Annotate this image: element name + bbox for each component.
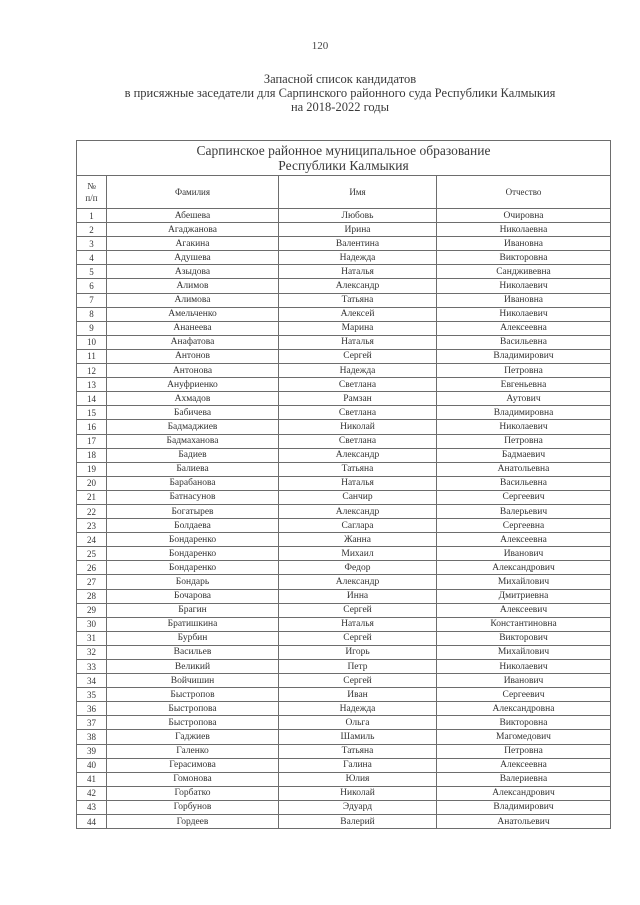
row-number: 25 (77, 547, 107, 561)
table-row (77, 490, 611, 504)
row-number: 22 (77, 504, 107, 518)
patronymic-cell: Сандживевна (437, 265, 611, 279)
name-cell: Наталья (279, 335, 437, 349)
row-number: 39 (77, 744, 107, 758)
row-number: 36 (77, 702, 107, 716)
table-row (77, 617, 611, 631)
name-cell: Рамзан (279, 392, 437, 406)
row-number: 32 (77, 645, 107, 659)
column-header-number-line1: № (87, 181, 96, 191)
surname-cell: Горбатко (107, 786, 279, 800)
table-row (77, 448, 611, 462)
surname-cell: Антонова (107, 364, 279, 378)
table-caption-line1: Сарпинское районное муниципальное образование (196, 143, 491, 158)
name-cell: Любовь (279, 209, 437, 223)
surname-cell: Ануфриенко (107, 378, 279, 392)
row-number: 11 (77, 349, 107, 363)
patronymic-cell: Александровна (437, 702, 611, 716)
patronymic-cell: Очировна (437, 209, 611, 223)
table-row (77, 265, 611, 279)
row-number: 24 (77, 533, 107, 547)
surname-cell: Богатырев (107, 504, 279, 518)
name-cell: Александр (279, 504, 437, 518)
table-row (77, 786, 611, 800)
surname-cell: Адушева (107, 251, 279, 265)
row-number: 16 (77, 420, 107, 434)
row-number: 14 (77, 392, 107, 406)
name-cell: Александр (279, 575, 437, 589)
surname-cell: Бондарь (107, 575, 279, 589)
name-cell: Шамиль (279, 730, 437, 744)
row-number: 2 (77, 223, 107, 237)
patronymic-cell: Анатольевич (437, 815, 611, 829)
surname-cell: Горбунов (107, 800, 279, 814)
candidates-table (76, 140, 611, 829)
surname-cell: Батнасунов (107, 490, 279, 504)
table-row (77, 209, 611, 223)
table-row (77, 800, 611, 814)
name-cell: Надежда (279, 702, 437, 716)
surname-cell: Ананеева (107, 321, 279, 335)
name-cell: Валерий (279, 815, 437, 829)
table-row (77, 364, 611, 378)
row-number: 10 (77, 335, 107, 349)
name-cell: Надежда (279, 364, 437, 378)
surname-cell: Великий (107, 660, 279, 674)
patronymic-cell: Владимирович (437, 349, 611, 363)
name-cell: Светлана (279, 406, 437, 420)
name-cell: Петр (279, 660, 437, 674)
column-header-row (77, 176, 611, 209)
name-cell: Николай (279, 420, 437, 434)
patronymic-cell: Константиновна (437, 617, 611, 631)
row-number: 31 (77, 631, 107, 645)
row-number: 29 (77, 603, 107, 617)
name-cell: Иван (279, 688, 437, 702)
surname-cell: Гаджиев (107, 730, 279, 744)
header-subtitle: в присяжные заседатели для Сарпинского районного суда Республики Калмыкия (124, 86, 556, 100)
surname-cell: Амельченко (107, 307, 279, 321)
table-row (77, 533, 611, 547)
patronymic-cell: Аутович (437, 392, 611, 406)
patronymic-cell: Петровна (437, 744, 611, 758)
name-cell: Игорь (279, 645, 437, 659)
row-number: 23 (77, 519, 107, 533)
table-row (77, 279, 611, 293)
surname-cell: Ахмадов (107, 392, 279, 406)
table-row (77, 589, 611, 603)
table-row (77, 645, 611, 659)
patronymic-cell: Николаевич (437, 420, 611, 434)
patronymic-cell: Сергеевич (437, 688, 611, 702)
row-number: 19 (77, 462, 107, 476)
patronymic-cell: Викторовна (437, 251, 611, 265)
table-caption (77, 141, 611, 176)
patronymic-cell: Алексеевна (437, 321, 611, 335)
table-row (77, 307, 611, 321)
surname-cell: Азыдова (107, 265, 279, 279)
table-row (77, 335, 611, 349)
name-cell: Надежда (279, 251, 437, 265)
table-row (77, 293, 611, 307)
patronymic-cell: Васильевна (437, 335, 611, 349)
surname-cell: Антонов (107, 349, 279, 363)
table-row (77, 772, 611, 786)
table-row (77, 237, 611, 251)
row-number: 9 (77, 321, 107, 335)
column-header-patronymic: Отчество (437, 176, 611, 209)
patronymic-cell: Петровна (437, 434, 611, 448)
document-header (0, 72, 640, 114)
column-header-name: Имя (279, 176, 437, 209)
column-header-surname: Фамилия (107, 176, 279, 209)
row-number: 37 (77, 716, 107, 730)
surname-cell: Быстропов (107, 688, 279, 702)
header-period: на 2018-2022 годы (290, 100, 390, 114)
surname-cell: Бондаренко (107, 561, 279, 575)
surname-cell: Братишкина (107, 617, 279, 631)
name-cell: Марина (279, 321, 437, 335)
patronymic-cell: Алексеевич (437, 603, 611, 617)
surname-cell: Болдаева (107, 519, 279, 533)
surname-cell: Бондаренко (107, 547, 279, 561)
table-row (77, 434, 611, 448)
table-row (77, 674, 611, 688)
table-row (77, 702, 611, 716)
patronymic-cell: Дмитриевна (437, 589, 611, 603)
patronymic-cell: Евгеньевна (437, 378, 611, 392)
surname-cell: Бабичева (107, 406, 279, 420)
row-number: 20 (77, 476, 107, 490)
name-cell: Валентина (279, 237, 437, 251)
row-number: 27 (77, 575, 107, 589)
row-number: 7 (77, 293, 107, 307)
column-header-number (77, 176, 107, 209)
row-number: 5 (77, 265, 107, 279)
name-cell: Светлана (279, 378, 437, 392)
surname-cell: Бондаренко (107, 533, 279, 547)
surname-cell: Анафатова (107, 335, 279, 349)
table-row (77, 476, 611, 490)
row-number: 18 (77, 448, 107, 462)
row-number: 4 (77, 251, 107, 265)
surname-cell: Агаджанова (107, 223, 279, 237)
surname-cell: Быстропова (107, 716, 279, 730)
name-cell: Эдуард (279, 800, 437, 814)
patronymic-cell: Алексеевна (437, 533, 611, 547)
surname-cell: Герасимова (107, 758, 279, 772)
patronymic-cell: Васильевна (437, 476, 611, 490)
row-number: 15 (77, 406, 107, 420)
patronymic-cell: Николаевич (437, 279, 611, 293)
name-cell: Светлана (279, 434, 437, 448)
patronymic-cell: Иванович (437, 547, 611, 561)
column-header-number-line2: п/п (85, 193, 98, 203)
row-number: 28 (77, 589, 107, 603)
row-number: 26 (77, 561, 107, 575)
patronymic-cell: Александрович (437, 561, 611, 575)
surname-cell: Балиева (107, 462, 279, 476)
patronymic-cell: Михайлович (437, 645, 611, 659)
patronymic-cell: Сергеевич (437, 490, 611, 504)
row-number: 41 (77, 772, 107, 786)
surname-cell: Бурбин (107, 631, 279, 645)
table-row (77, 349, 611, 363)
name-cell: Михаил (279, 547, 437, 561)
page-number: 120 (311, 40, 329, 52)
table-row (77, 223, 611, 237)
name-cell: Татьяна (279, 293, 437, 307)
surname-cell: Галенко (107, 744, 279, 758)
table-row (77, 420, 611, 434)
surname-cell: Барабанова (107, 476, 279, 490)
table-row (77, 547, 611, 561)
row-number: 43 (77, 800, 107, 814)
name-cell: Татьяна (279, 462, 437, 476)
table-row (77, 716, 611, 730)
table-row (77, 575, 611, 589)
surname-cell: Алимова (107, 293, 279, 307)
patronymic-cell: Викторович (437, 631, 611, 645)
row-number: 6 (77, 279, 107, 293)
surname-cell: Гордеев (107, 815, 279, 829)
patronymic-cell: Ивановна (437, 293, 611, 307)
surname-cell: Васильев (107, 645, 279, 659)
name-cell: Ольга (279, 716, 437, 730)
table-row (77, 504, 611, 518)
surname-cell: Быстропова (107, 702, 279, 716)
row-number: 33 (77, 660, 107, 674)
row-number: 35 (77, 688, 107, 702)
name-cell: Наталья (279, 265, 437, 279)
table-caption-line2: Республики Калмыкия (278, 158, 409, 173)
row-number: 8 (77, 307, 107, 321)
row-number: 17 (77, 434, 107, 448)
table-row (77, 392, 611, 406)
patronymic-cell: Сергеевна (437, 519, 611, 533)
row-number: 30 (77, 617, 107, 631)
row-number: 13 (77, 378, 107, 392)
table-row (77, 406, 611, 420)
patronymic-cell: Магомедович (437, 730, 611, 744)
surname-cell: Бадмаджиев (107, 420, 279, 434)
table-row (77, 251, 611, 265)
table-row (77, 744, 611, 758)
patronymic-cell: Александрович (437, 786, 611, 800)
name-cell: Алексей (279, 307, 437, 321)
table-row (77, 462, 611, 476)
name-cell: Наталья (279, 617, 437, 631)
surname-cell: Брагин (107, 603, 279, 617)
name-cell: Николай (279, 786, 437, 800)
table-row (77, 688, 611, 702)
patronymic-cell: Бадмаевич (437, 448, 611, 462)
patronymic-cell: Анатольевна (437, 462, 611, 476)
name-cell: Федор (279, 561, 437, 575)
patronymic-cell: Ивановна (437, 237, 611, 251)
table-row (77, 815, 611, 829)
patronymic-cell: Викторовна (437, 716, 611, 730)
table-row (77, 561, 611, 575)
name-cell: Сергей (279, 603, 437, 617)
patronymic-cell: Николаевна (437, 223, 611, 237)
patronymic-cell: Николаевич (437, 307, 611, 321)
table-row (77, 603, 611, 617)
patronymic-cell: Владимировна (437, 406, 611, 420)
patronymic-cell: Петровна (437, 364, 611, 378)
surname-cell: Бадиев (107, 448, 279, 462)
table-row (77, 519, 611, 533)
patronymic-cell: Алексеевна (437, 758, 611, 772)
name-cell: Ирина (279, 223, 437, 237)
table-row (77, 378, 611, 392)
patronymic-cell: Михайлович (437, 575, 611, 589)
patronymic-cell: Валерьевич (437, 504, 611, 518)
patronymic-cell: Валериевна (437, 772, 611, 786)
row-number: 38 (77, 730, 107, 744)
name-cell: Санчир (279, 490, 437, 504)
name-cell: Юлия (279, 772, 437, 786)
name-cell: Галина (279, 758, 437, 772)
surname-cell: Алимов (107, 279, 279, 293)
surname-cell: Бочарова (107, 589, 279, 603)
name-cell: Жанна (279, 533, 437, 547)
row-number: 34 (77, 674, 107, 688)
row-number: 40 (77, 758, 107, 772)
table-row (77, 321, 611, 335)
row-number: 44 (77, 815, 107, 829)
header-title: Запасной список кандидатов (263, 72, 417, 86)
table-row (77, 660, 611, 674)
row-number: 1 (77, 209, 107, 223)
row-number: 3 (77, 237, 107, 251)
surname-cell: Агакина (107, 237, 279, 251)
surname-cell: Войчишин (107, 674, 279, 688)
patronymic-cell: Иванович (437, 674, 611, 688)
name-cell: Сергей (279, 631, 437, 645)
row-number: 42 (77, 786, 107, 800)
row-number: 21 (77, 490, 107, 504)
name-cell: Сергей (279, 349, 437, 363)
name-cell: Саглара (279, 519, 437, 533)
patronymic-cell: Николаевич (437, 660, 611, 674)
name-cell: Татьяна (279, 744, 437, 758)
table-row (77, 631, 611, 645)
table-row (77, 730, 611, 744)
surname-cell: Гомонова (107, 772, 279, 786)
name-cell: Сергей (279, 674, 437, 688)
surname-cell: Бадмаханова (107, 434, 279, 448)
name-cell: Александр (279, 448, 437, 462)
name-cell: Наталья (279, 476, 437, 490)
name-cell: Инна (279, 589, 437, 603)
row-number: 12 (77, 364, 107, 378)
table-row (77, 758, 611, 772)
surname-cell: Абешева (107, 209, 279, 223)
name-cell: Александр (279, 279, 437, 293)
patronymic-cell: Владимирович (437, 800, 611, 814)
